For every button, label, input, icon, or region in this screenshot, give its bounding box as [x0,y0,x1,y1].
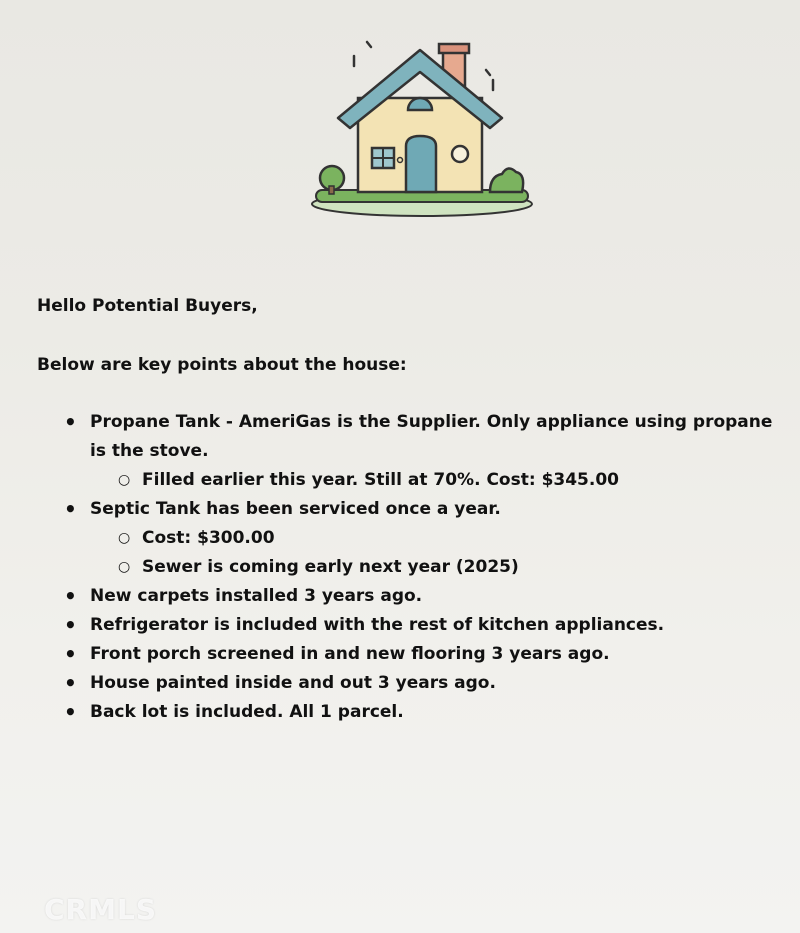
sub-point-text: Sewer is coming early next year (2025) [142,557,519,577]
bullet-icon: • [64,642,77,666]
house-icon [310,38,535,218]
bullet-icon: • [64,700,77,724]
hollow-bullet-icon: ○ [118,530,131,546]
point-text: Back lot is included. All 1 parcel. [90,702,404,722]
bullet-icon: • [64,410,77,434]
list-item [60,611,780,640]
bullet-icon: • [64,584,77,608]
sub-list-item [60,553,780,582]
point-text: Refrigerator is included with the rest of kitchen appliances. [90,615,665,635]
list-item [60,669,780,698]
list-item [60,640,780,669]
bullet-icon: • [64,497,77,521]
point-text: New carpets installed 3 years ago. [90,586,423,606]
hollow-bullet-icon: ○ [118,559,131,575]
sub-point-text: Cost: $300.00 [142,528,275,548]
point-text: House painted inside and out 3 years ago. [90,673,496,693]
watermark: CRMLS [44,893,157,926]
list-item [60,698,780,727]
sub-point-text: Filled earlier this year. Still at 70%. Cost: $345.00 [142,470,619,490]
hollow-bullet-icon: ○ [118,472,131,488]
point-text: Front porch screened in and new flooring 3 years ago. [90,644,610,664]
point-text: Propane Tank - AmeriGas is the Supplier. Only appliance using propane is the stove. [90,412,773,461]
point-text: Septic Tank has been serviced once a year. [90,499,501,519]
list-item [60,495,780,524]
list-item [60,582,780,611]
list-item [60,408,780,466]
greeting: Hello Potential Buyers, [37,296,258,316]
key-points-list [60,408,780,727]
sub-list-item [60,466,780,495]
bullet-icon: • [64,613,77,637]
sub-list-item [60,524,780,553]
bullet-icon: • [64,671,77,695]
intro-text: Below are key points about the house: [37,355,407,375]
